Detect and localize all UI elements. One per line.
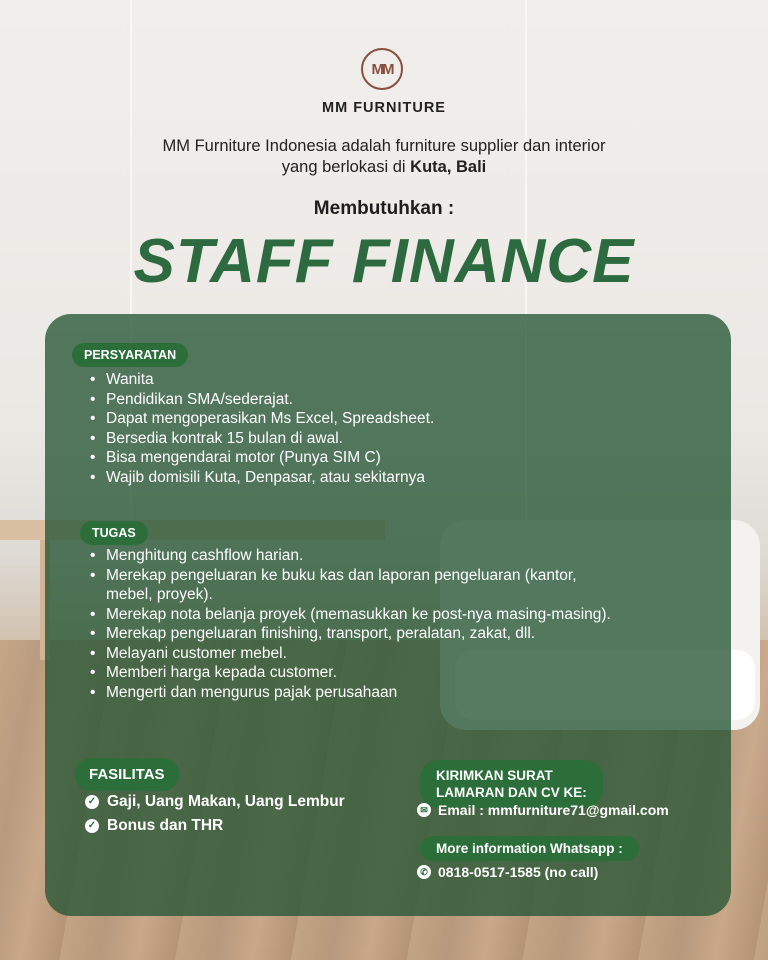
- whatsapp-contact[interactable]: ✆ 0818-0517-1585 (no call): [417, 864, 598, 880]
- list-item: • Menghitung cashflow harian.: [82, 546, 622, 566]
- tasks-label: TUGAS: [80, 521, 148, 545]
- requirements-label: PERSYARATAN: [72, 343, 188, 367]
- email-icon: ✉: [417, 803, 431, 817]
- requirements-list: [82, 370, 522, 487]
- job-title: STAFF FINANCE: [133, 227, 635, 296]
- list-item: • Melayani customer mebel.: [82, 644, 622, 664]
- company-intro: [0, 136, 768, 178]
- list-item: • Bisa mengendarai motor (Punya SIM C): [82, 448, 522, 468]
- list-item: • Pendidikan SMA/sederajat.: [82, 390, 522, 410]
- whatsapp-label: More information Whatsapp :: [420, 836, 639, 861]
- list-item: • Merekap pengeluaran ke buku kas dan laporan pengeluaran (kantor, mebel, proyek).: [82, 566, 622, 605]
- hiring-label: Membutuhkan :: [313, 198, 455, 219]
- list-item: • Wanita: [82, 370, 522, 390]
- phone-icon: ✆: [417, 865, 431, 879]
- list-item: ✓ Bonus dan THR: [85, 814, 345, 838]
- intro-line-2: yang berlokasi di Kuta, Bali: [281, 158, 487, 176]
- check-circle-icon: ✓: [85, 795, 99, 809]
- intro-line-1: MM Furniture Indonesia adalah furniture supplier dan interior: [162, 137, 606, 155]
- check-circle-icon: ✓: [85, 819, 99, 833]
- tasks-list: [82, 546, 622, 702]
- list-item: • Merekap pengeluaran finishing, transport, peralatan, zakat, dll.: [82, 624, 622, 644]
- list-item: • Bersedia kontrak 15 bulan di awal.: [82, 429, 522, 449]
- list-item: • Wajib domisili Kuta, Denpasar, atau sekitarnya: [82, 468, 522, 488]
- list-item: • Dapat mengoperasikan Ms Excel, Spreadsheet.: [82, 409, 522, 429]
- list-item: • Mengerti dan mengurus pajak perusahaan: [82, 683, 622, 703]
- email-contact[interactable]: ✉ Email : mmfurniture71@gmail.com: [417, 802, 669, 818]
- list-item: ✓ Gaji, Uang Makan, Uang Lembur: [85, 790, 345, 814]
- send-application-label: KIRIMKAN SURAT LAMARAN DAN CV KE:: [420, 760, 603, 808]
- list-item: • Merekap nota belanja proyek (memasukkan ke post-nya masing-masing).: [82, 605, 622, 625]
- facilities-label: FASILITAS: [75, 758, 179, 791]
- list-item: • Memberi harga kepada customer.: [82, 663, 622, 683]
- brand-logo: MM: [361, 48, 403, 90]
- brand-name: MM FURNITURE: [322, 100, 446, 116]
- facilities-list: [85, 790, 345, 838]
